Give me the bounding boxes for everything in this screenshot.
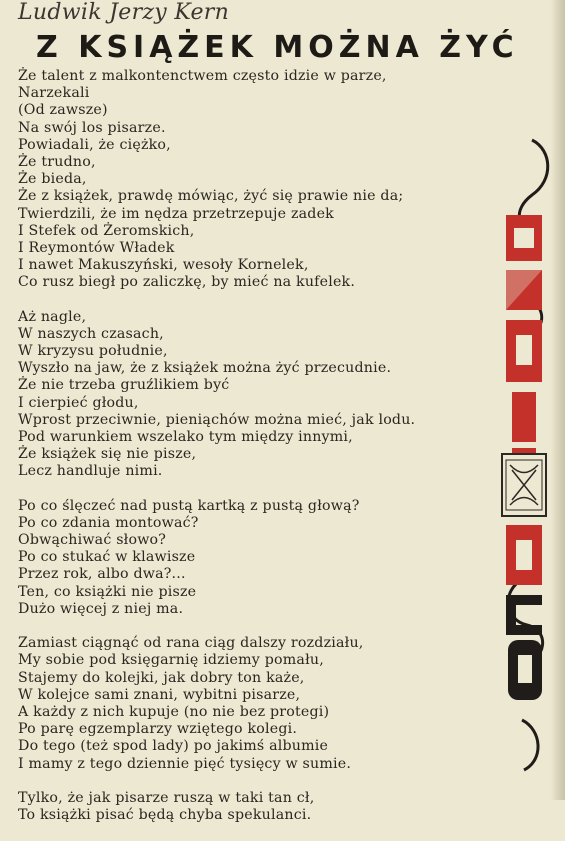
poem-line: I mamy z tego dziennie pięć tysięcy w sumie. [18,755,352,772]
sidebar-emblem [492,120,562,800]
poem-line: Że z książek, prawdę mówiąc, żyć się prawie nie da; [18,188,404,205]
poem-line: Do tego (też spod lady) po jakimś albumie [18,738,329,755]
stanza [18,635,488,773]
poem-line: Lecz handluje nimi. [18,463,163,480]
poem-line: A każdy z nich kupuje (no nie bez protegi) [18,703,330,720]
poem-line: My sobie pod księgarnię idziemy pomału, [18,652,324,669]
poem-line: Wprost przeciwnie, pieniąchów można mieć, jak lodu. [18,411,416,428]
poem-line: Że nie trzeba gruźlikiem być [18,377,230,394]
poem-line: Narzekali [18,85,90,102]
sidebar-graphic [492,120,562,800]
poem-line: Po co zdania montować? [18,514,199,531]
poem-line: W naszych czasach, [18,325,164,342]
poem-body [18,68,488,841]
poem-line: (Od zawsze) [18,102,108,119]
poem-line: W kryzysu południe, [18,343,168,360]
poem-line: Zamiast ciągnąć od rana ciąg dalszy rozdziału, [18,635,364,652]
poem-line: Tylko, że jak pisarze ruszą w taki tan cł, [18,789,315,806]
poem-line: Co rusz biegł po zaliczkę, by mieć na kufelek. [18,274,356,291]
poem-line: I Stefek od Żeromskich, [18,222,195,239]
poem-line: Na swój los pisarze. [18,119,166,136]
poem-line: Dużo więcej z niej ma. [18,600,184,617]
poem-line: To książki pisać będą chyba spekulanci. [18,806,312,823]
poem-line: I cierpieć głodu, [18,394,139,411]
poem-line: Że trudno, [18,154,96,171]
poem-line: Po co stukać w klawisze [18,549,196,566]
stanza [18,309,488,481]
poem-line: Twierdzili, że im nędza przetrzepuje zadek [18,205,334,222]
poem-line: Aż nagle, [18,308,87,325]
poem-line: Powiadali, że ciężko, [18,136,171,153]
poem-line: W kolejce sami znani, wybitni pisarze, [18,686,301,703]
poem-line: Że książek się nie pisze, [18,446,197,463]
stanza [18,68,488,292]
stanza [18,498,488,618]
poem-line: Po co ślęczeć nad pustą kartką z pustą głową? [18,497,360,514]
poem-line: Że bieda, [18,171,87,188]
poem-line: Stajemy do kolejki, jak dobry ton każe, [18,669,305,686]
poem-line: I nawet Makuszyński, wesoły Kornelek, [18,257,309,274]
poem-line: Po parę egzemplarzy wziętego kolegi. [18,721,298,738]
poem-line: Przez rok, albo dwa?... [18,566,186,583]
poem-line: Ten, co książki nie pisze [18,583,197,600]
poem-title: Z KSIĄŻEK MOŻNA ŻYĆ [36,30,519,65]
poem-line: Obwąchiwać słowo? [18,532,167,549]
author-name: Ludwik Jerzy Kern [18,0,230,25]
poem-line: Pod warunkiem wszelako tym między innymi, [18,429,353,446]
poem-line: Wyszło na jaw, że z książek można żyć przecudnie. [18,360,392,377]
poem-line: I Reymontów Władek [18,240,175,257]
poem-line: Że talent z malkontenctwem często idzie w parze, [18,68,387,84]
stanza [18,790,488,824]
